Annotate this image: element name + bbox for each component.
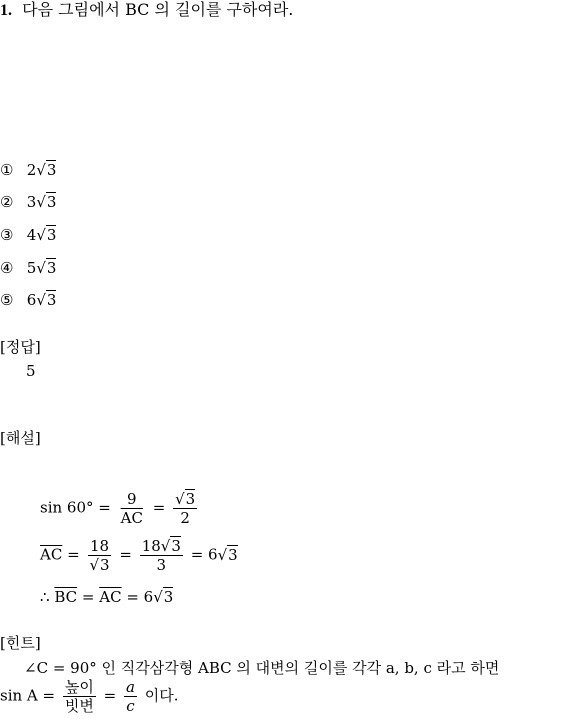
sqrt-symbol: √3 <box>36 291 57 309</box>
hint-line-1: ∠C = 90° 인 직각삼각형 ABC 의 대변의 길이를 각각 a, b, c 라고 하면 <box>24 659 500 677</box>
hint-label: [힌트] <box>0 634 41 652</box>
radicand: 3 <box>185 490 196 508</box>
choice-1[interactable] <box>0 160 56 180</box>
question-text-after: 의 길이를 구하여라. <box>154 0 294 19</box>
choice-coef: 5 <box>26 259 37 277</box>
fraction <box>124 678 137 715</box>
fraction <box>173 490 197 527</box>
radicand: 3 <box>228 545 238 564</box>
choice-marker: ④ <box>0 259 14 277</box>
choice-5[interactable] <box>0 290 56 310</box>
choice-marker: ① <box>0 161 14 179</box>
numerator: 9 <box>127 490 137 508</box>
numerator <box>173 490 197 509</box>
therefore-symbol: ∴ <box>40 588 50 606</box>
equals: = <box>103 686 117 705</box>
numerator <box>140 537 183 556</box>
sqrt-symbol: √3 <box>160 537 181 555</box>
fraction <box>119 490 145 527</box>
question-number: 1. <box>0 2 12 19</box>
sqrt-symbol: √3 <box>89 556 110 574</box>
denominator: 3 <box>156 556 167 574</box>
segment-bc: $\overline{BC}$ <box>54 588 78 606</box>
sqrt-symbol: √3 <box>153 588 174 606</box>
radicand: 3 <box>171 537 181 555</box>
answer-value: 5 <box>26 362 36 380</box>
sqrt-symbol: √3 <box>175 490 196 508</box>
equals-result: = 6 <box>190 545 218 564</box>
equals: = <box>67 545 80 564</box>
segment-ac: $\overline{AC}$ <box>99 588 122 606</box>
sqrt-symbol: √3 <box>217 545 238 564</box>
equals: = <box>119 545 132 564</box>
choice-radicand: 3 <box>46 161 57 179</box>
denominator: 2 <box>180 509 190 527</box>
question <box>0 0 293 21</box>
choice-coef: 6 <box>26 291 37 309</box>
numerator: 높이 <box>64 678 94 696</box>
choice-3[interactable] <box>0 225 56 245</box>
fraction <box>140 537 183 574</box>
solution-line-3 <box>40 587 173 607</box>
answer-label: [정답] <box>0 338 41 356</box>
choice-radicand: 3 <box>46 259 57 277</box>
denominator: AC <box>120 509 143 527</box>
choice-marker: ③ <box>0 226 14 244</box>
equals: = <box>81 588 95 606</box>
equals: = <box>152 498 166 517</box>
denominator: 빗변 <box>64 697 94 715</box>
choice-coef: 3 <box>26 193 37 211</box>
sin-lhs: sin 60° = <box>40 498 111 517</box>
equals-result: = 6 <box>126 588 154 606</box>
coef: 18 <box>141 537 161 555</box>
question-text-before: 다음 그림에서 <box>22 0 120 19</box>
radicand: 3 <box>163 588 174 606</box>
segment-ac: $\overline{AC}$ <box>40 545 63 564</box>
denominator: c <box>126 697 135 715</box>
choice-coef: 4 <box>26 226 37 244</box>
sqrt-symbol: √3 <box>36 259 57 277</box>
numerator: 18 <box>89 537 110 555</box>
numerator: a <box>126 678 135 696</box>
solution-label: [해설] <box>0 429 41 447</box>
solution-line-1 <box>40 490 200 527</box>
choice-marker: ② <box>0 193 14 211</box>
fraction <box>63 678 96 715</box>
hint-line-2 <box>0 678 178 715</box>
choice-radicand: 3 <box>46 291 57 309</box>
choice-2[interactable] <box>0 192 56 212</box>
denominator <box>87 556 111 574</box>
choice-marker: ⑤ <box>0 291 14 309</box>
solution-line-2 <box>40 537 238 574</box>
choice-radicand: 3 <box>46 226 57 244</box>
hint-sin-lhs: sin A = <box>0 686 56 705</box>
radicand: 3 <box>100 556 110 574</box>
choice-coef: 2 <box>26 161 37 179</box>
sqrt-symbol: √3 <box>36 161 57 179</box>
choice-4[interactable] <box>0 258 56 278</box>
sqrt-symbol: √3 <box>36 226 57 244</box>
question-segment: $\overline{BC}$ <box>125 0 150 19</box>
choice-radicand: 3 <box>46 193 57 211</box>
fraction <box>87 537 111 574</box>
figure-area <box>0 30 572 150</box>
sqrt-symbol: √3 <box>36 193 57 211</box>
hint-tail: 이다. <box>144 686 179 705</box>
